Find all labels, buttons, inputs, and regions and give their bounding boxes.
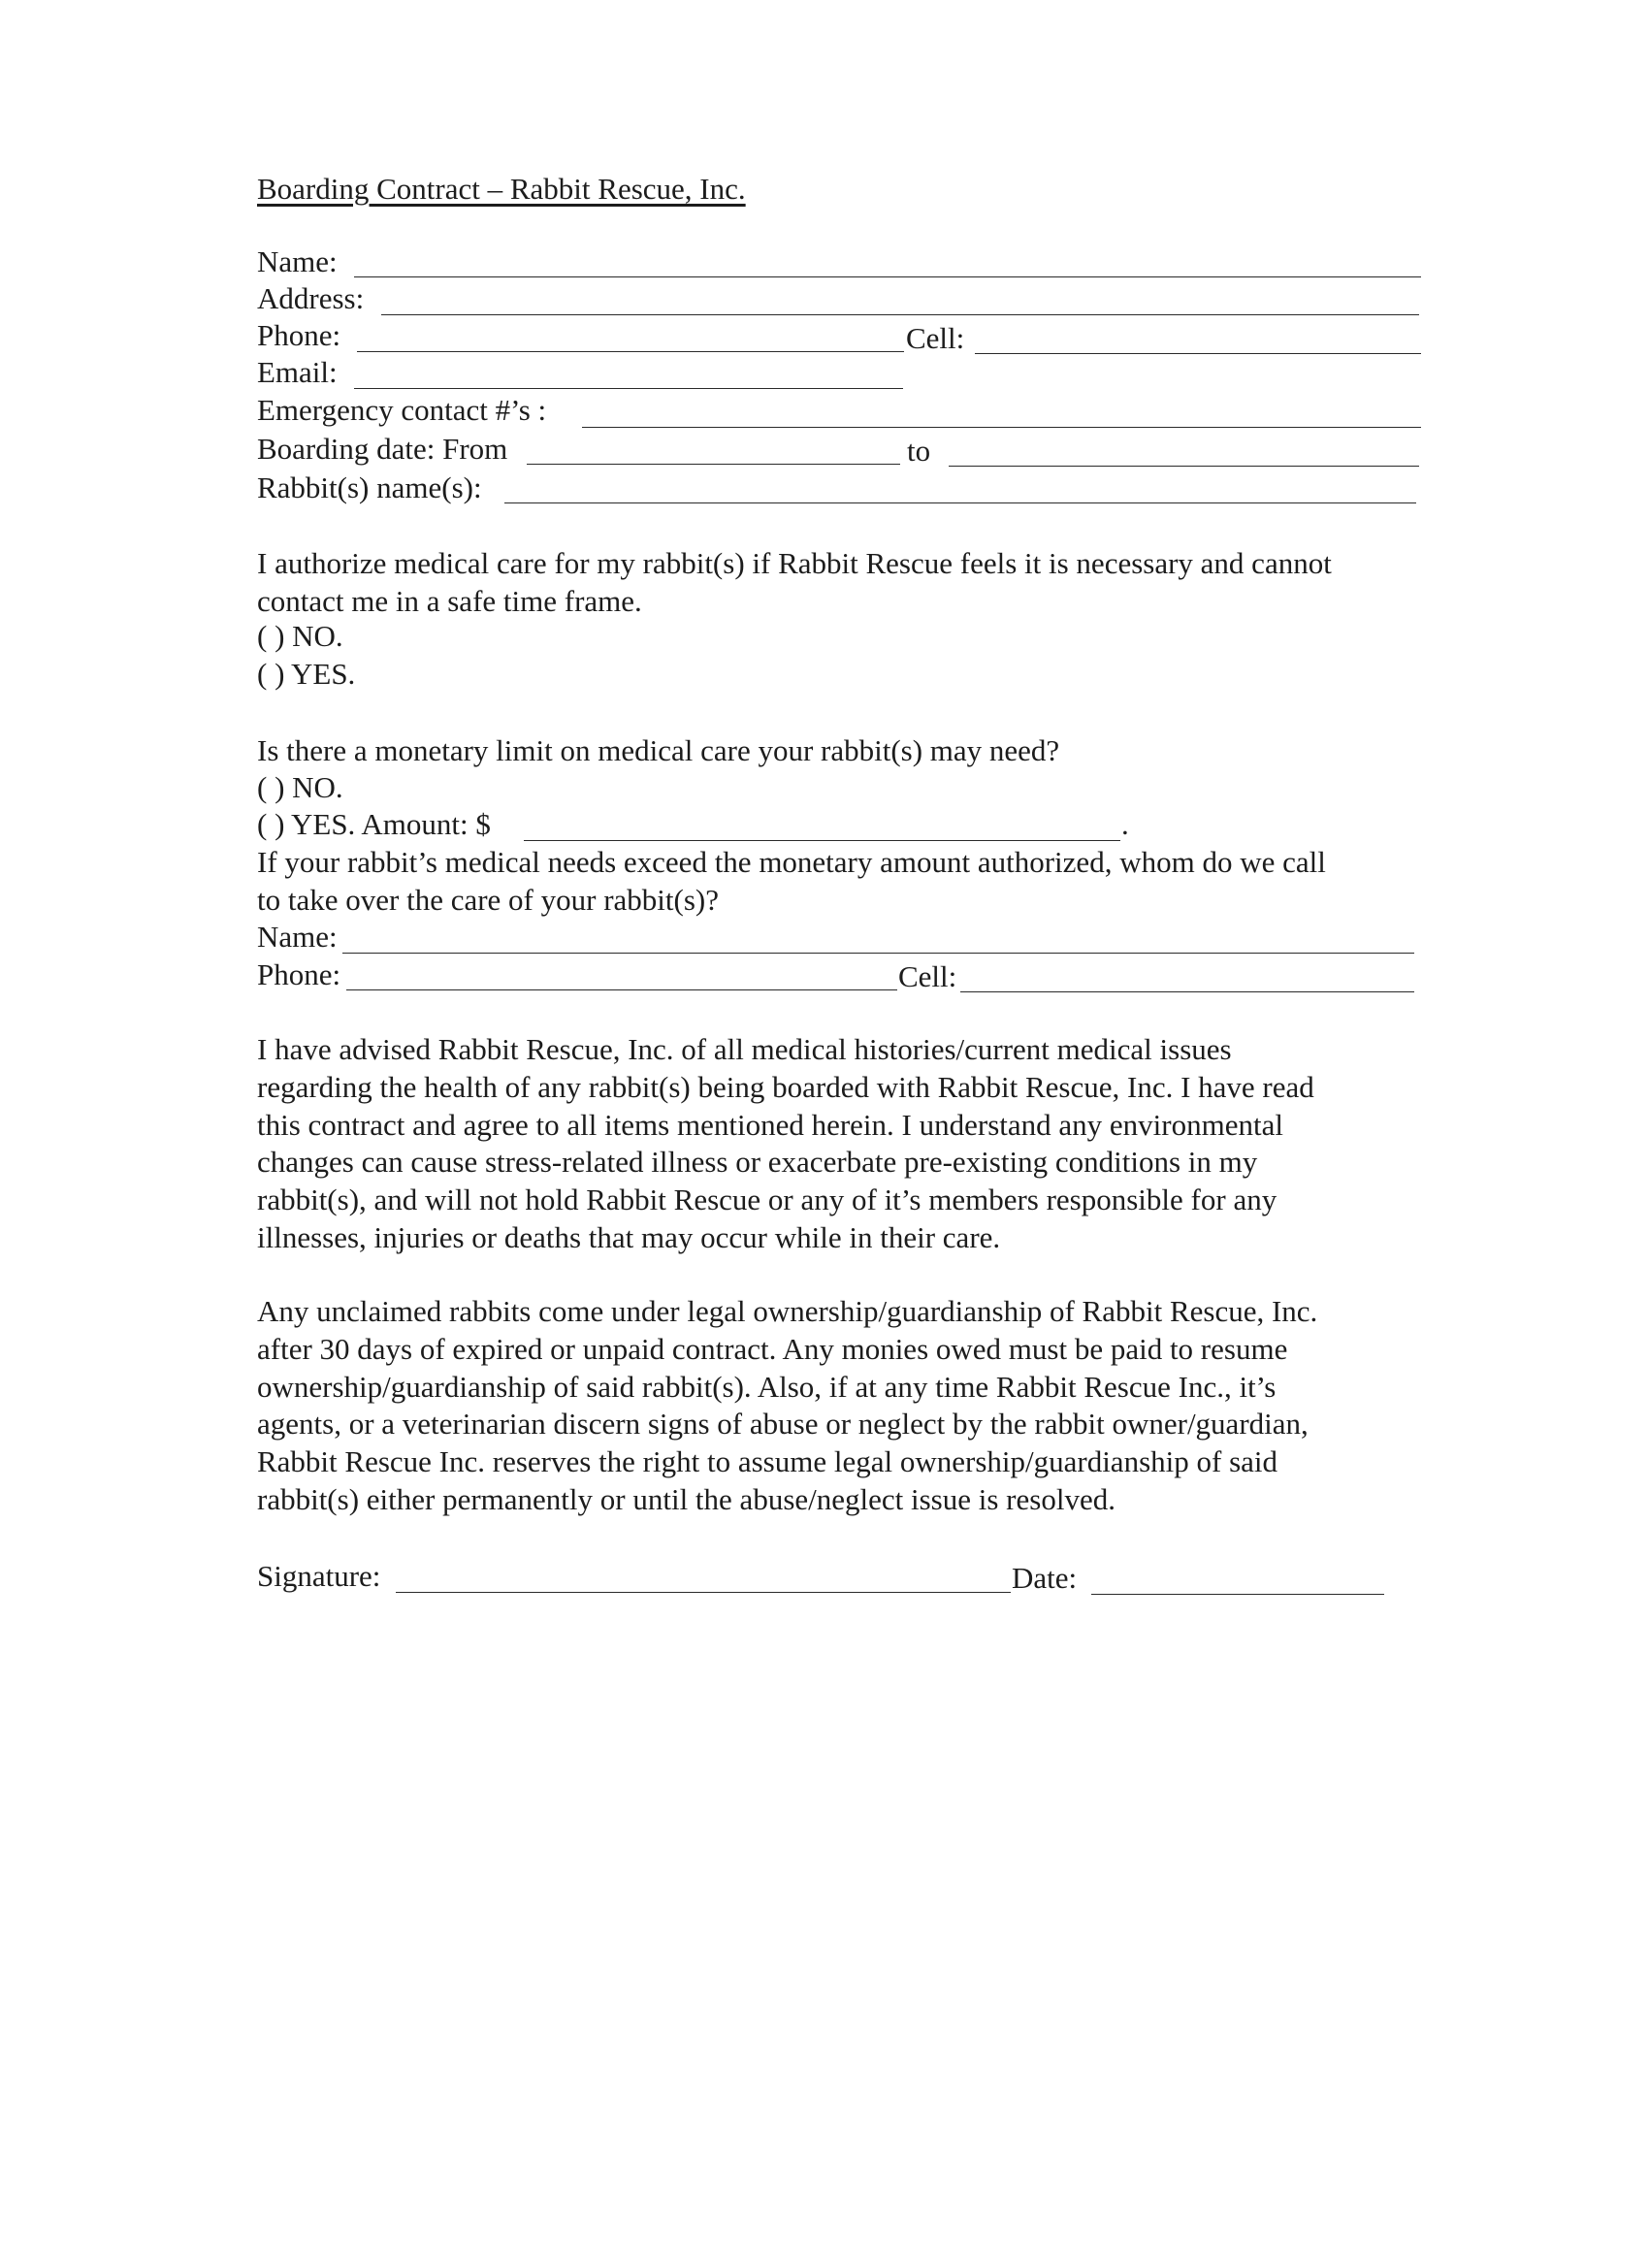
cell-label: Cell: [906, 321, 965, 355]
rabbit-names-field[interactable] [504, 502, 1416, 503]
date-field[interactable] [1091, 1594, 1384, 1595]
boarding-from-label: Boarding date: From [257, 432, 508, 466]
address-label: Address: [257, 281, 365, 315]
text-line: contact me in a safe time frame. [257, 583, 642, 618]
text-line: I have advised Rabbit Rescue, Inc. of all medical histories/current medical issues [257, 1032, 1232, 1066]
emergency-contact-field[interactable] [582, 427, 1421, 428]
unclaimed-paragraph [257, 1293, 1317, 1519]
text-line: ownership/guardianship of said rabbit(s). Also, if at any time Rabbit Rescue Inc., it’s [257, 1369, 1277, 1404]
boarding-from-field[interactable] [527, 464, 900, 465]
monetary-yes-option[interactable]: ( ) YES. Amount: $ [257, 807, 491, 841]
monetary-limit-question: Is there a monetary limit on medical care your rabbit(s) may need? [257, 733, 1060, 767]
medical-auth-no-option[interactable]: ( ) NO. [257, 619, 343, 653]
name-field[interactable] [354, 276, 1421, 277]
text-line: If your rabbit’s medical needs exceed the monetary amount authorized, whom do we call [257, 845, 1326, 879]
rabbit-names-label: Rabbit(s) name(s): [257, 470, 482, 504]
text-line: regarding the health of any rabbit(s) being boarded with Rabbit Rescue, Inc. I have read [257, 1069, 1314, 1104]
email-label: Email: [257, 355, 338, 389]
amount-end-period: . [1121, 807, 1129, 841]
signature-label: Signature: [257, 1559, 381, 1593]
alt-contact-name-label: Name: [257, 920, 338, 954]
phone-label: Phone: [257, 318, 341, 352]
signature-field[interactable] [396, 1592, 1011, 1593]
date-label: Date: [1012, 1561, 1078, 1595]
text-line: Any unclaimed rabbits come under legal ownership/guardianship of Rabbit Rescue, Inc. [257, 1294, 1318, 1328]
boarding-to-label: to [907, 434, 931, 468]
email-field[interactable] [354, 388, 903, 389]
form-title: Boarding Contract – Rabbit Rescue, Inc. [257, 172, 746, 206]
text-line: agents, or a veterinarian discern signs of abuse or neglect by the rabbit owner/guardian, [257, 1407, 1309, 1442]
address-field[interactable] [381, 314, 1419, 315]
text-line: I authorize medical care for my rabbit(s) if Rabbit Rescue feels it is necessary and cannot [257, 546, 1332, 580]
medical-authorization-text [257, 545, 1332, 621]
text-line: after 30 days of expired or unpaid contract. Any monies owed must be paid to resume [257, 1331, 1288, 1366]
medical-auth-yes-option[interactable]: ( ) YES. [257, 657, 356, 691]
amount-field[interactable] [524, 840, 1120, 841]
alt-contact-cell-label: Cell: [898, 959, 957, 993]
text-line: Rabbit Rescue Inc. reserves the right to assume legal ownership/guardianship of said [257, 1444, 1278, 1479]
phone-field[interactable] [357, 351, 904, 352]
text-line: rabbit(s) either permanently or until the abuse/neglect issue is resolved. [257, 1481, 1116, 1516]
monetary-no-option[interactable]: ( ) NO. [257, 770, 343, 804]
name-label: Name: [257, 244, 338, 278]
cell-field[interactable] [975, 353, 1421, 354]
alt-contact-cell-field[interactable] [960, 991, 1414, 992]
text-line: illnesses, injuries or deaths that may occur while in their care. [257, 1219, 1001, 1254]
advisory-paragraph [257, 1031, 1314, 1257]
alt-contact-phone-field[interactable] [346, 989, 897, 990]
text-line: to take over the care of your rabbit(s)? [257, 882, 719, 917]
emergency-contact-label: Emergency contact #’s : [257, 393, 547, 427]
text-line: rabbit(s), and will not hold Rabbit Rescue or any of it’s members responsible for any [257, 1183, 1277, 1217]
text-line: changes can cause stress-related illness or exacerbate pre-existing conditions in my [257, 1145, 1258, 1180]
boarding-to-field[interactable] [949, 466, 1419, 467]
alt-contact-name-field[interactable] [342, 953, 1414, 954]
monetary-followup-text [257, 844, 1326, 920]
text-line: this contract and agree to all items mentioned herein. I understand any environmental [257, 1107, 1283, 1142]
alt-contact-phone-label: Phone: [257, 957, 341, 991]
